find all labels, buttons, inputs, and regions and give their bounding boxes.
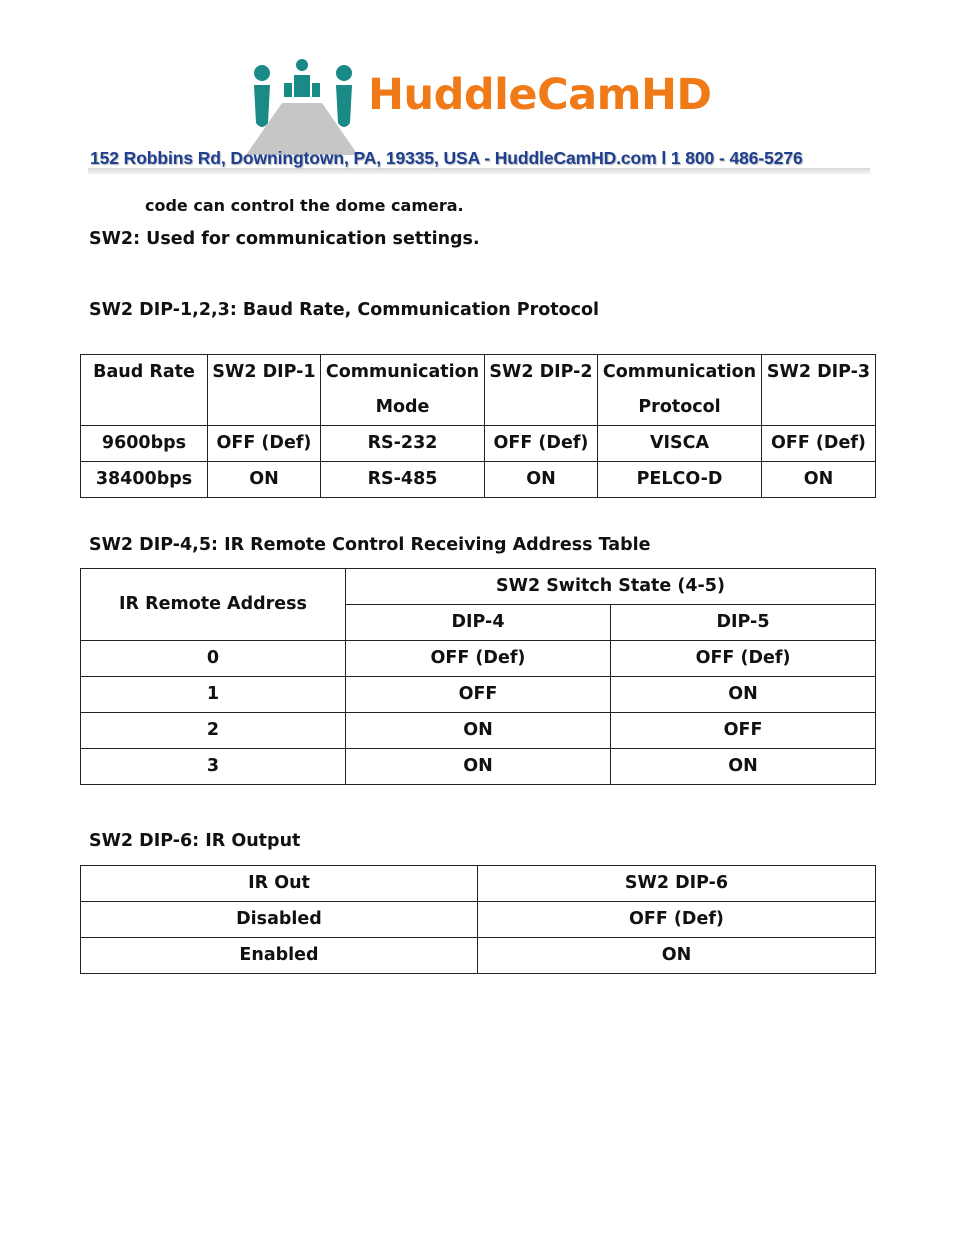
header-line: Protocol (638, 397, 721, 417)
section3-heading: SW2 DIP-6: IR Output (89, 831, 301, 851)
table-cell: ON (611, 749, 876, 785)
header-cell: DIP-5 (611, 605, 876, 641)
table-cell: OFF (346, 677, 611, 713)
continuation-text: code can control the dome camera. (145, 196, 464, 215)
table-cell: 1 (81, 677, 346, 713)
table-cell: OFF (Def) (611, 641, 876, 677)
baud-rate-table (80, 354, 876, 498)
table-cell: VISCA (598, 426, 762, 462)
company-address: 152 Robbins Rd, Downingtown, PA, 19335, USA - HuddleCamHD.com l 1 800 - 486-5276 (90, 148, 803, 168)
table-cell: OFF (Def) (485, 426, 598, 462)
table-cell: 2 (81, 713, 346, 749)
header-line: Communication (325, 362, 480, 382)
table-header-row (81, 569, 876, 605)
header-cell: SW2 DIP-6 (478, 866, 876, 902)
table-row (81, 902, 876, 938)
header-line: Mode (375, 397, 430, 417)
table-row (81, 426, 876, 462)
huddle-people-logo-icon (240, 55, 365, 155)
table-header-row (81, 866, 876, 902)
table-cell: 3 (81, 749, 346, 785)
table-row (81, 938, 876, 974)
header-cell: SW2 DIP-3 (762, 355, 876, 426)
header-cell: SW2 DIP-1 (208, 355, 321, 426)
table-cell: OFF (Def) (478, 902, 876, 938)
table-cell: 38400bps (81, 462, 208, 498)
table-cell: ON (346, 749, 611, 785)
section2-heading: SW2 DIP-4,5: IR Remote Control Receiving Address Table (89, 535, 651, 555)
table-cell: PELCO-D (598, 462, 762, 498)
ir-address-table (80, 568, 876, 785)
table-cell: ON (208, 462, 321, 498)
header-line: Communication (602, 362, 757, 382)
table-row (81, 641, 876, 677)
table-row (81, 749, 876, 785)
table-row (81, 462, 876, 498)
sw2-description: SW2: Used for communication settings. (89, 229, 480, 249)
header-cell: IR Remote Address (81, 569, 346, 641)
table-cell: OFF (Def) (208, 426, 321, 462)
table-cell: OFF (Def) (346, 641, 611, 677)
table-cell: ON (485, 462, 598, 498)
brand-name: HuddleCamHD (368, 70, 712, 120)
table-cell: ON (346, 713, 611, 749)
table-header-row (81, 355, 876, 426)
page-header (0, 0, 954, 190)
header-cell: SW2 Switch State (4-5) (346, 569, 876, 605)
table-cell: OFF (Def) (762, 426, 876, 462)
table-row (81, 713, 876, 749)
table-cell: RS-485 (321, 462, 485, 498)
table-cell: ON (478, 938, 876, 974)
ir-output-table (80, 865, 876, 974)
header-cell (321, 355, 485, 426)
table-cell: ON (762, 462, 876, 498)
header-cell: Baud Rate (81, 355, 208, 426)
table-row (81, 677, 876, 713)
header-cell: DIP-4 (346, 605, 611, 641)
table-cell: Enabled (81, 938, 478, 974)
header-cell: IR Out (81, 866, 478, 902)
header-cell: SW2 DIP-2 (485, 355, 598, 426)
table-cell: 9600bps (81, 426, 208, 462)
table-cell: Disabled (81, 902, 478, 938)
table-cell: OFF (611, 713, 876, 749)
section1-heading: SW2 DIP-1,2,3: Baud Rate, Communication Protocol (89, 300, 600, 320)
header-cell (598, 355, 762, 426)
table-cell: RS-232 (321, 426, 485, 462)
table-cell: 0 (81, 641, 346, 677)
table-cell: ON (611, 677, 876, 713)
